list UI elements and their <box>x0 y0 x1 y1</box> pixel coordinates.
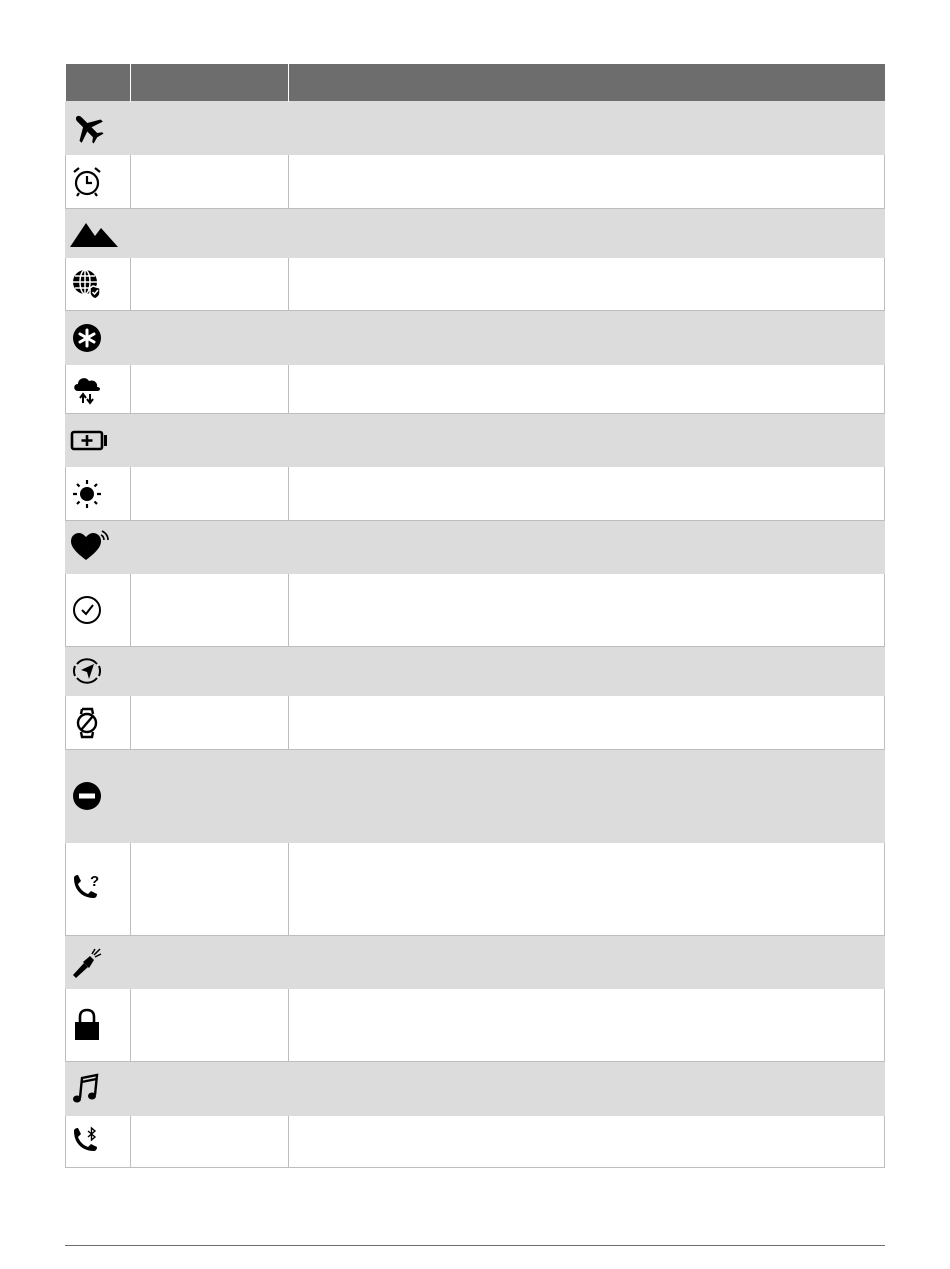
table-row <box>66 155 885 209</box>
table-cell-icon <box>66 696 131 750</box>
table-cell-icon <box>66 936 131 989</box>
table-row <box>66 467 885 521</box>
mountain-icon <box>70 217 118 249</box>
table-cell-icon <box>66 843 131 936</box>
table-header-row <box>66 64 885 102</box>
sun-brightness-icon <box>70 477 104 511</box>
table-cell-name <box>130 365 288 414</box>
table-cell-name <box>130 1116 288 1168</box>
table-cell-name <box>130 989 288 1062</box>
table-cell-merged <box>130 521 885 574</box>
table-cell-name <box>130 574 288 647</box>
table-cell-icon <box>66 574 131 647</box>
table-cell-description <box>288 365 885 414</box>
cloud-sync-icon <box>70 372 104 406</box>
table-cell-icon <box>66 209 131 258</box>
do-not-disturb-icon <box>70 779 104 813</box>
table-cell-name <box>130 696 288 750</box>
table-row <box>66 365 885 414</box>
clock-check-icon <box>70 593 104 627</box>
controls-icon-table <box>65 64 885 1168</box>
table-cell-description <box>288 989 885 1062</box>
table-cell-merged <box>130 102 885 155</box>
table-cell-icon <box>66 1062 131 1116</box>
table-cell-merged <box>130 1062 885 1116</box>
table-cell-icon <box>66 102 131 155</box>
table-cell-description <box>288 155 885 209</box>
table-cell-description <box>288 574 885 647</box>
table-row <box>66 521 885 574</box>
header-name-column <box>130 64 288 102</box>
watch-slash-icon <box>70 706 104 740</box>
navigation-arrow-icon <box>70 654 104 688</box>
table-row <box>66 936 885 989</box>
table-cell-icon <box>66 1116 131 1168</box>
table-cell-icon <box>66 258 131 311</box>
table-cell-merged <box>130 936 885 989</box>
table-cell-name <box>130 843 288 936</box>
table-row <box>66 258 885 311</box>
table-cell-description <box>288 258 885 311</box>
table-cell-name <box>130 155 288 209</box>
asterisk-circle-icon <box>70 321 104 355</box>
table-row <box>66 1062 885 1116</box>
table-cell-description <box>288 467 885 521</box>
table-row <box>66 574 885 647</box>
table-cell-icon <box>66 365 131 414</box>
table-cell-merged <box>130 209 885 258</box>
table-cell-icon <box>66 521 131 574</box>
alarm-clock-icon <box>70 165 104 199</box>
header-icon-column <box>66 64 131 102</box>
table-cell-description <box>288 696 885 750</box>
table-cell-icon <box>66 467 131 521</box>
phone-question-icon <box>70 872 106 906</box>
table-cell-icon <box>66 311 131 365</box>
table-cell-merged <box>130 311 885 365</box>
table-row <box>66 414 885 467</box>
flashlight-icon <box>70 945 106 979</box>
header-description-column <box>288 64 885 102</box>
globe-shield-icon <box>70 267 104 301</box>
table-cell-merged <box>130 647 885 696</box>
table-row <box>66 843 885 936</box>
table-row <box>66 102 885 155</box>
table-cell-name <box>130 467 288 521</box>
table-row <box>66 1116 885 1168</box>
table-row <box>66 647 885 696</box>
phone-bluetooth-icon <box>70 1125 106 1159</box>
table-cell-merged <box>130 414 885 467</box>
footer-divider <box>65 1245 885 1246</box>
table-cell-icon <box>66 155 131 209</box>
table-row <box>66 989 885 1062</box>
table-row <box>66 209 885 258</box>
table-cell-icon <box>66 414 131 467</box>
music-note-icon <box>70 1072 104 1106</box>
table-cell-icon <box>66 750 131 843</box>
battery-plus-icon <box>70 425 110 455</box>
table-row <box>66 696 885 750</box>
table-cell-name <box>130 258 288 311</box>
airplane-icon <box>70 110 106 146</box>
table-cell-icon <box>66 989 131 1062</box>
table-cell-merged <box>130 750 885 843</box>
table-row <box>66 311 885 365</box>
table-cell-description <box>288 1116 885 1168</box>
svg-text:?: ? <box>90 873 100 890</box>
table-cell-description <box>288 843 885 936</box>
lock-icon <box>70 1007 104 1043</box>
table-cell-icon <box>66 647 131 696</box>
table-row <box>66 750 885 843</box>
heart-broadcast-icon <box>70 530 110 564</box>
